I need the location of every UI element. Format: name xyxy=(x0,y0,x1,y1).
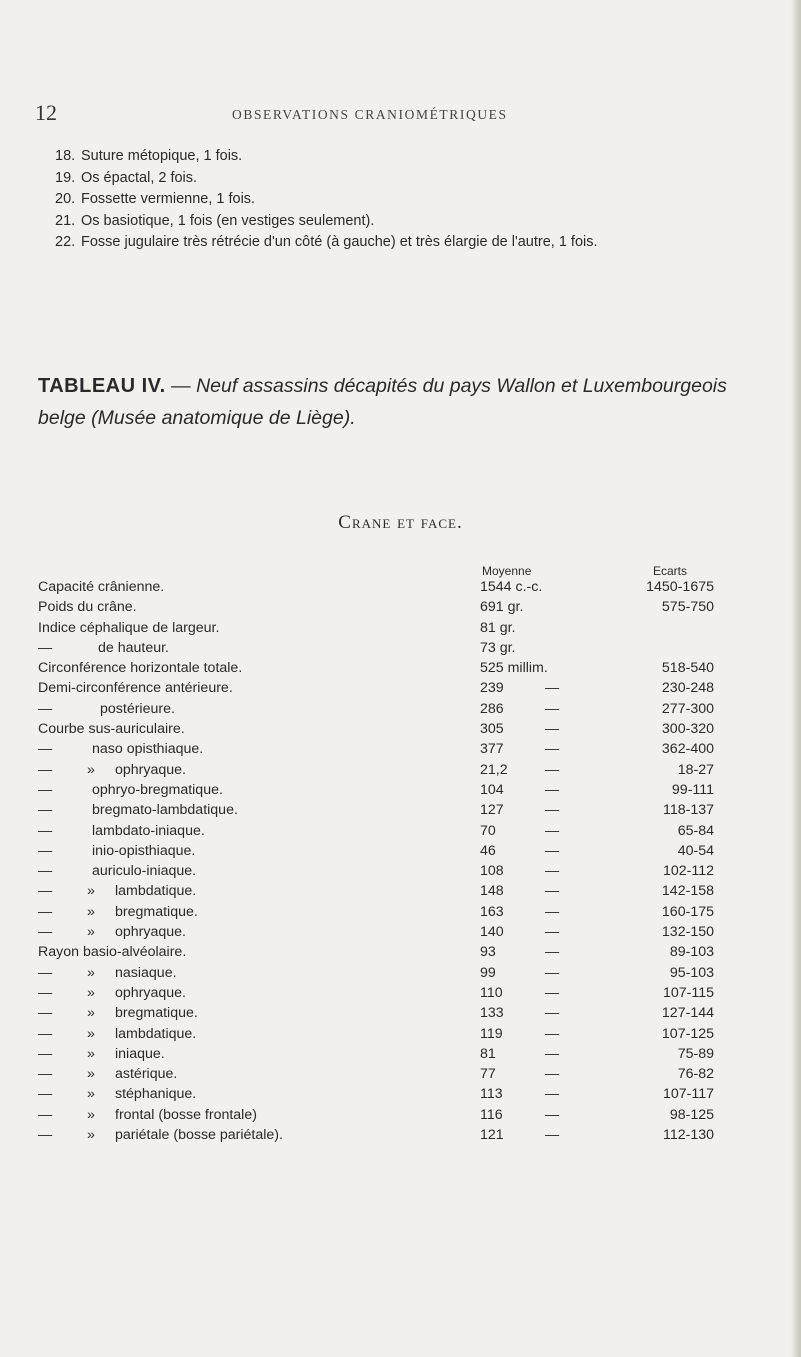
row-ditto-mark: » xyxy=(87,1106,95,1123)
row-label: bregmatique. xyxy=(115,903,198,920)
table-row xyxy=(0,881,801,901)
row-ditto-mark: » xyxy=(87,1005,95,1022)
table-row xyxy=(0,1105,801,1125)
row-ecarts: 98-125 xyxy=(669,1106,714,1123)
row-ditto-mark: » xyxy=(87,883,95,900)
row-ecarts: 95-103 xyxy=(669,964,714,981)
row-ecarts: 1450-1675 xyxy=(646,579,714,595)
row-ecarts: 102-112 xyxy=(662,863,714,880)
row-ditto-mark: » xyxy=(87,1127,95,1144)
row-label: de hauteur. xyxy=(98,639,169,656)
table-row xyxy=(0,1064,801,1084)
row-label: Poids du crâne. xyxy=(38,599,137,616)
table-row xyxy=(0,597,801,617)
row-moyenne: 525 millim. xyxy=(480,660,548,677)
notes-list xyxy=(55,146,775,254)
table-row xyxy=(0,678,801,698)
row-ecarts: 89-103 xyxy=(669,944,714,961)
row-moyenne-dash: — xyxy=(545,863,560,880)
row-moyenne: 121 xyxy=(480,1127,504,1144)
row-moyenne: 93 xyxy=(480,944,496,961)
table-row xyxy=(0,577,801,597)
row-ecarts: 277-300 xyxy=(661,700,714,717)
row-label: frontal (bosse frontale) xyxy=(115,1106,257,1123)
row-dash: — xyxy=(38,781,53,798)
row-label: naso opisthiaque. xyxy=(92,741,204,758)
note-number: 21. xyxy=(55,212,76,229)
row-dash: — xyxy=(38,903,53,920)
row-label: inio-opisthiaque. xyxy=(92,842,196,859)
row-moyenne-dash: — xyxy=(545,822,560,839)
row-label: Indice céphalique de largeur. xyxy=(38,619,220,636)
table-row xyxy=(0,861,801,881)
row-moyenne-dash: — xyxy=(545,1025,560,1042)
note-text: Suture métopique, 1 fois. xyxy=(81,148,243,164)
note-number: 20. xyxy=(55,191,76,207)
row-dash: — xyxy=(38,1045,53,1062)
table-row xyxy=(0,963,801,983)
row-ditto-mark: » xyxy=(87,924,95,941)
row-moyenne-dash: — xyxy=(545,924,560,941)
row-dash: — xyxy=(38,1025,53,1042)
row-label: Demi-circonférence antérieure. xyxy=(38,680,233,697)
row-dash: — xyxy=(38,863,53,880)
row-moyenne-dash: — xyxy=(545,1045,560,1062)
row-label: Rayon basio-alvéolaire. xyxy=(38,944,187,961)
row-ditto-mark: » xyxy=(87,761,95,778)
row-dash: — xyxy=(38,964,53,981)
row-label: bregmatique. xyxy=(115,1005,198,1022)
row-ecarts: 127-144 xyxy=(661,1005,714,1022)
row-moyenne-dash: — xyxy=(545,721,560,738)
row-ecarts: 518-540 xyxy=(661,660,714,677)
row-moyenne-dash: — xyxy=(545,984,560,1001)
row-moyenne: 691 gr. xyxy=(480,599,524,616)
page-number: 12 xyxy=(35,100,57,125)
row-label: ophryaque. xyxy=(115,924,186,941)
row-moyenne-dash: — xyxy=(545,1106,560,1123)
row-moyenne-dash: — xyxy=(545,1066,560,1083)
table-row xyxy=(0,739,801,759)
row-label: ophryaque. xyxy=(115,984,186,1001)
row-moyenne: 108 xyxy=(480,863,504,880)
row-ditto-mark: » xyxy=(87,984,95,1001)
row-moyenne: 70 xyxy=(480,822,496,839)
row-moyenne: 81 xyxy=(480,1045,496,1062)
row-moyenne-dash: — xyxy=(545,680,560,697)
table-row xyxy=(0,1044,801,1064)
row-dash: — xyxy=(38,761,53,778)
row-label: lambdato-iniaque. xyxy=(92,822,205,839)
table-row xyxy=(0,638,801,658)
row-ditto-mark: » xyxy=(87,1045,95,1062)
row-label: lambdatique. xyxy=(115,883,197,900)
row-ecarts: 40-54 xyxy=(677,842,714,859)
row-ditto-mark: » xyxy=(87,1086,95,1103)
note-item xyxy=(55,168,775,190)
row-moyenne-dash: — xyxy=(545,700,560,717)
row-ecarts: 118-137 xyxy=(662,802,714,819)
row-ecarts: 107-125 xyxy=(661,1025,714,1042)
row-ecarts: 99-111 xyxy=(671,781,714,798)
row-moyenne: 21,2 xyxy=(480,761,508,778)
row-moyenne: 286 xyxy=(480,700,504,717)
row-ecarts: 76-82 xyxy=(677,1066,714,1083)
table-row xyxy=(0,902,801,922)
row-ditto-mark: » xyxy=(87,903,95,920)
row-ecarts: 230-248 xyxy=(661,680,714,697)
row-dash: — xyxy=(38,883,53,900)
row-moyenne: 305 xyxy=(480,721,504,738)
row-moyenne-dash: — xyxy=(545,761,560,778)
table-row xyxy=(0,841,801,861)
row-label: Circonférence horizontale totale. xyxy=(38,660,243,677)
row-dash: — xyxy=(38,1066,53,1083)
row-dash: — xyxy=(38,1106,53,1123)
row-dash: — xyxy=(38,822,53,839)
row-moyenne-dash: — xyxy=(545,842,560,859)
row-dash: — xyxy=(38,1127,53,1144)
table-row xyxy=(0,922,801,942)
row-label: stéphanique. xyxy=(115,1086,197,1103)
row-moyenne-dash: — xyxy=(545,883,560,900)
row-moyenne: 104 xyxy=(480,781,504,798)
row-label: Courbe sus-auriculaire. xyxy=(38,721,185,738)
row-dash: — xyxy=(38,984,53,1001)
row-moyenne-dash: — xyxy=(545,903,560,920)
table-row xyxy=(0,1003,801,1023)
note-text: Fossette vermienne, 1 fois. xyxy=(81,191,256,207)
row-moyenne-dash: — xyxy=(545,944,560,961)
row-label: Capacité crânienne. xyxy=(38,579,165,595)
row-dash: — xyxy=(38,700,53,717)
row-ecarts: 362-400 xyxy=(661,741,714,758)
row-ecarts: 160-175 xyxy=(661,903,714,920)
row-moyenne: 119 xyxy=(480,1025,503,1042)
running-head: OBSERVATIONS CRANIOMÉTRIQUES xyxy=(232,107,508,122)
table-row xyxy=(0,719,801,739)
row-ecarts: 142-158 xyxy=(661,883,714,900)
row-dash: — xyxy=(38,1005,53,1022)
row-moyenne: 81 gr. xyxy=(480,619,516,636)
row-moyenne-dash: — xyxy=(545,1005,560,1022)
row-ecarts: 75-89 xyxy=(677,1045,714,1062)
row-ecarts: 107-115 xyxy=(662,984,714,1001)
row-moyenne-dash: — xyxy=(545,802,560,819)
table-row xyxy=(0,780,801,800)
row-moyenne: 73 gr. xyxy=(480,639,516,656)
table-row xyxy=(0,821,801,841)
note-item xyxy=(55,211,775,233)
column-header-ecarts: Ecarts xyxy=(653,564,688,578)
note-number: 19. xyxy=(55,169,76,186)
row-dash: — xyxy=(38,639,53,656)
row-moyenne: 127 xyxy=(480,802,504,819)
row-label: lambdatique. xyxy=(115,1025,197,1042)
table-row xyxy=(0,1024,801,1044)
tableau-title xyxy=(38,370,778,434)
table-row xyxy=(0,1084,801,1104)
table-row xyxy=(0,942,801,962)
row-ditto-mark: » xyxy=(87,964,95,981)
row-dash: — xyxy=(38,1086,53,1103)
row-ecarts: 18-27 xyxy=(677,761,714,778)
note-text: Os épactal, 2 fois. xyxy=(81,169,198,186)
note-number: 22. xyxy=(55,234,76,250)
row-dash: — xyxy=(38,741,53,758)
row-moyenne: 148 xyxy=(480,883,504,900)
row-moyenne: 239 xyxy=(480,680,504,697)
row-ecarts: 575-750 xyxy=(661,599,714,616)
row-ditto-mark: » xyxy=(87,1025,95,1042)
row-ecarts: 65-84 xyxy=(677,822,714,839)
row-label: postérieure. xyxy=(100,700,175,717)
tableau-label: TABLEAU IV. xyxy=(38,375,166,397)
note-text: Os basiotique, 1 fois (en vestiges seulement). xyxy=(81,212,375,229)
note-number: 18. xyxy=(55,148,76,164)
row-moyenne-dash: — xyxy=(545,1127,560,1144)
row-dash: — xyxy=(38,924,53,941)
row-label: auriculo-iniaque. xyxy=(92,863,197,880)
note-item xyxy=(55,189,775,211)
row-moyenne: 163 xyxy=(480,903,504,920)
row-label: ophryo-bregmatique. xyxy=(92,781,223,798)
row-moyenne: 99 xyxy=(480,964,496,981)
table-row xyxy=(0,699,801,719)
row-label: astérique. xyxy=(115,1066,178,1083)
tableau-separator: — xyxy=(171,375,191,397)
note-item xyxy=(55,232,775,254)
row-moyenne: 116 xyxy=(480,1106,503,1123)
row-moyenne: 46 xyxy=(480,842,496,859)
row-label: bregmato-lambdatique. xyxy=(92,802,238,819)
tableau-caption: Neuf assassins décapités du pays Wallon et Luxembourgeois belge (Musée anatomique de Liège). xyxy=(38,375,727,429)
table-row xyxy=(0,1125,801,1145)
row-dash: — xyxy=(38,802,53,819)
table-row xyxy=(0,658,801,678)
note-item xyxy=(55,146,775,168)
row-moyenne: 377 xyxy=(480,741,504,758)
table-row xyxy=(0,618,801,638)
section-title: Crane et face. xyxy=(338,512,463,533)
row-label: nasiaque. xyxy=(115,964,177,981)
row-moyenne-dash: — xyxy=(545,741,560,758)
row-moyenne: 113 xyxy=(480,1086,503,1103)
row-label: iniaque. xyxy=(115,1045,165,1062)
row-label: pariétale (bosse pariétale). xyxy=(115,1127,283,1144)
row-moyenne: 110 xyxy=(480,984,503,1001)
row-moyenne-dash: — xyxy=(545,964,560,981)
row-moyenne-dash: — xyxy=(545,781,560,798)
row-ecarts: 300-320 xyxy=(661,721,714,738)
measurements-table xyxy=(0,577,801,1145)
row-moyenne-dash: — xyxy=(545,1086,560,1103)
row-moyenne: 77 xyxy=(480,1066,496,1083)
table-row xyxy=(0,983,801,1003)
row-ditto-mark: » xyxy=(87,1066,95,1083)
row-moyenne: 1544 c.-c. xyxy=(480,579,543,595)
row-dash: — xyxy=(38,842,53,859)
row-label: ophryaque. xyxy=(115,761,186,778)
row-moyenne: 140 xyxy=(480,924,504,941)
row-ecarts: 112-130 xyxy=(662,1127,714,1144)
row-ecarts: 132-150 xyxy=(661,924,714,941)
table-row xyxy=(0,800,801,820)
row-ecarts: 107-117 xyxy=(662,1086,714,1103)
note-text: Fosse jugulaire très rétrécie d'un côté (à gauche) et très élargie de l'autre, 1 fois. xyxy=(81,234,598,250)
table-row xyxy=(0,760,801,780)
row-moyenne: 133 xyxy=(480,1005,504,1022)
column-header-moyenne: Moyenne xyxy=(482,564,532,578)
